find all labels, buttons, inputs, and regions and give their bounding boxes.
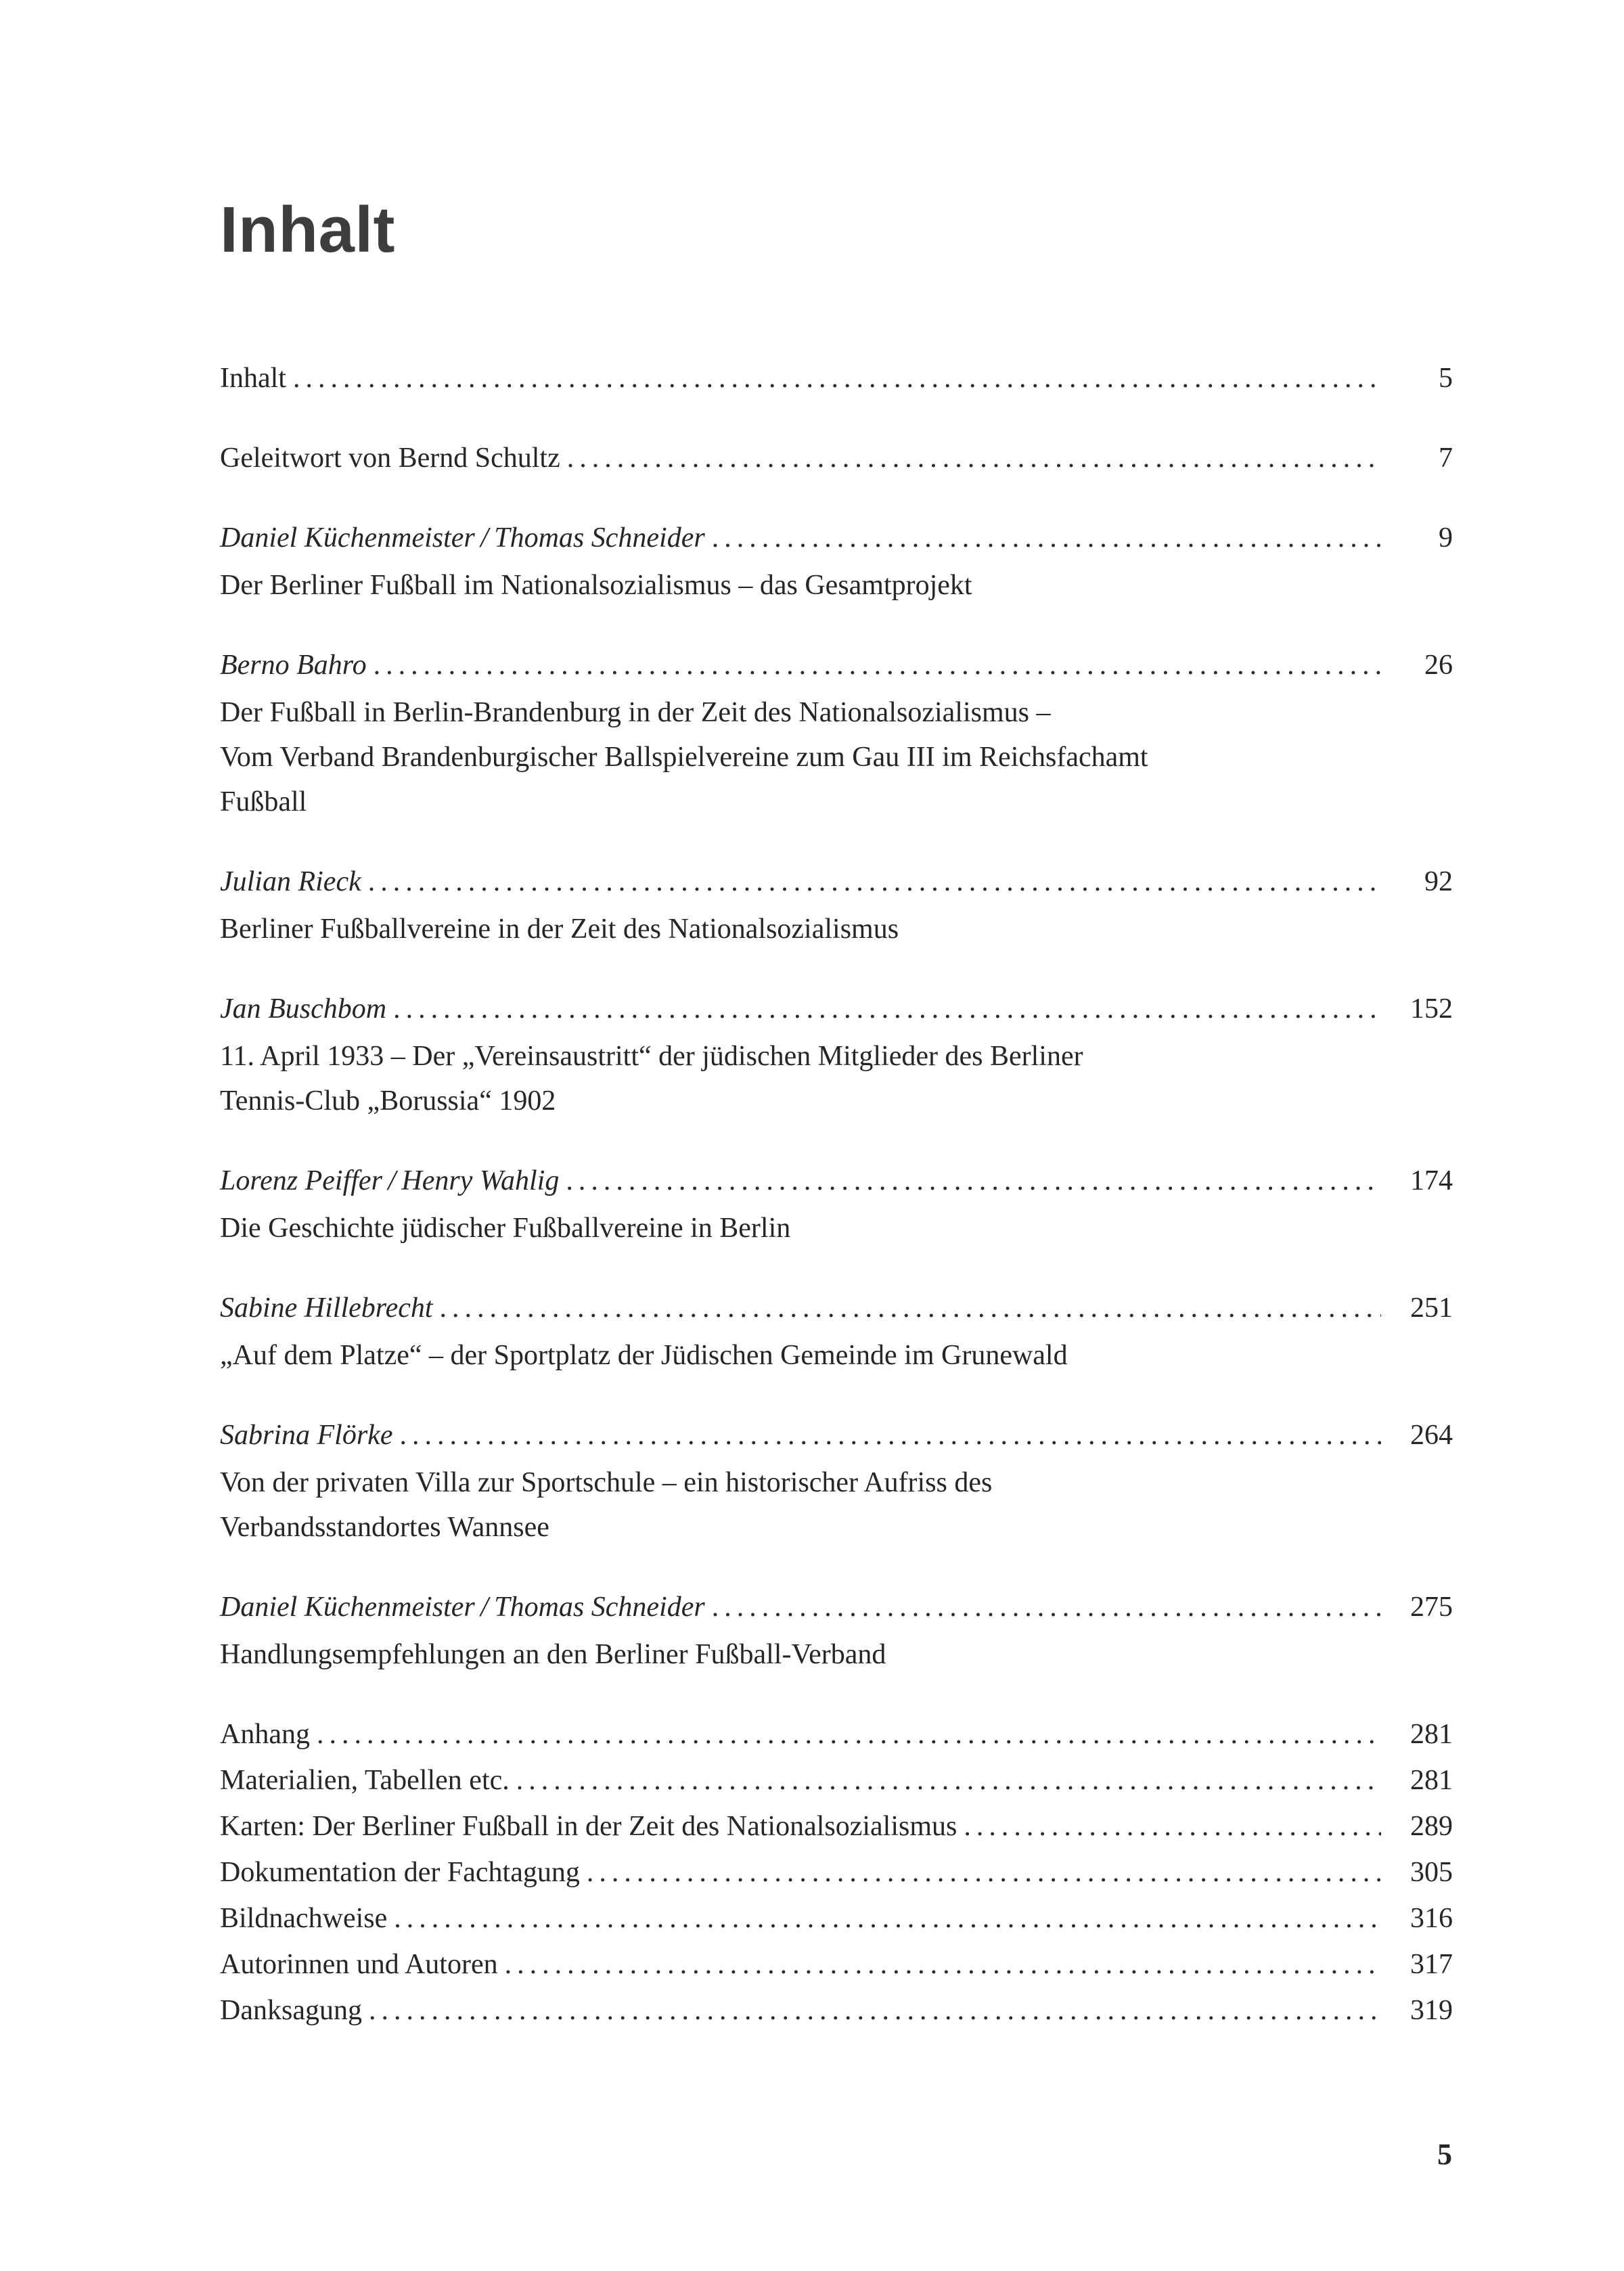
dot-leader <box>567 436 1381 480</box>
toc-entry-page-number: 305 <box>1410 1857 1453 1888</box>
toc-entry-title-line: Der Fußball in Berlin-Brandenburg in der Zeit des Nationalsozialismus – <box>220 697 1051 728</box>
toc-entry-title-line: „Auf dem Platze“ – der Sportplatz der Jüdischen Gemeinde im Grunewald <box>220 1340 1068 1371</box>
toc-entry-label: Geleitwort von Bernd Schultz <box>220 443 560 474</box>
toc-entry-row <box>220 1850 1453 1895</box>
dot-leader <box>566 1159 1381 1203</box>
dot-leader <box>505 1942 1381 1987</box>
toc-entry-title-line: Der Berliner Fußball im Nationalsozialismus – das Gesamtprojekt <box>220 570 972 601</box>
toc-entry-page-number: 92 <box>1424 866 1453 897</box>
toc-entry <box>220 1758 1453 1803</box>
toc-entry-label: Autorinnen und Autoren <box>220 1949 498 1980</box>
toc-entry-row <box>220 1988 1453 2033</box>
toc-entry-page-number: 289 <box>1410 1811 1453 1842</box>
toc-entry-page-number: 251 <box>1410 1292 1453 1324</box>
toc-entry-title <box>220 1034 1453 1123</box>
toc-entry-row <box>220 1413 1453 1458</box>
toc-entry-page-number: 281 <box>1410 1719 1453 1750</box>
dot-leader <box>964 1804 1381 1849</box>
toc-entry <box>220 356 1453 401</box>
toc-list <box>220 356 1453 2033</box>
toc-entry-page-number: 7 <box>1439 443 1453 474</box>
page-content <box>220 194 1453 2034</box>
toc-entry-page-number: 264 <box>1410 1420 1453 1451</box>
toc-entry-title-line: Vom Verband Brandenburgischer Ballspielvereine zum Gau III im Reichsfachamt <box>220 742 1148 773</box>
toc-entry-title-line: Fußball <box>220 786 307 817</box>
toc-entry-title <box>220 690 1453 824</box>
dot-leader <box>712 516 1381 560</box>
toc-entry-label: Anhang <box>220 1719 310 1750</box>
toc-entry <box>220 1804 1453 1849</box>
toc-entry-row <box>220 516 1453 560</box>
toc-entry <box>220 1850 1453 1895</box>
toc-entry-label: Karten: Der Berliner Fußball in der Zeit des Nationalsozialismus <box>220 1811 957 1842</box>
toc-entry-title <box>220 1333 1453 1378</box>
page-title: Inhalt <box>220 194 395 266</box>
toc-entry <box>220 1942 1453 1987</box>
toc-entry-label: Lorenz Peiffer / Henry Wahlig <box>220 1165 560 1196</box>
dot-leader <box>293 356 1381 401</box>
toc-entry <box>220 436 1453 480</box>
toc-entry-page-number: 9 <box>1439 522 1453 554</box>
toc-entry <box>220 643 1453 824</box>
toc-entry-row <box>220 987 1453 1031</box>
toc-entry-label: Daniel Küchenmeister / Thomas Schneider <box>220 522 705 554</box>
toc-entry-page-number: 26 <box>1424 650 1453 681</box>
toc-entry-title <box>220 563 1453 608</box>
dot-leader <box>317 1712 1381 1757</box>
dot-leader <box>440 1286 1381 1330</box>
toc-entry-title-line: Verbandsstandortes Wannsee <box>220 1512 549 1543</box>
dot-leader <box>369 1988 1381 2033</box>
dot-leader <box>374 643 1381 688</box>
toc-entry-title-line: Handlungsempfehlungen an den Berliner Fußball-Verband <box>220 1639 886 1670</box>
toc-entry <box>220 1712 1453 1757</box>
toc-entry <box>220 1988 1453 2033</box>
toc-entry-title-line: Von der privaten Villa zur Sportschule – ein historischer Aufriss des <box>220 1467 993 1498</box>
toc-entry-label: Bildnachweise <box>220 1903 388 1934</box>
toc-entry-page-number: 317 <box>1410 1949 1453 1980</box>
toc-entry-label: Materialien, Tabellen etc. <box>220 1765 510 1796</box>
toc-entry-page-number: 275 <box>1410 1592 1453 1623</box>
toc-entry-title <box>220 907 1453 951</box>
toc-entry-label: Berno Bahro <box>220 650 367 681</box>
dot-leader <box>399 1413 1381 1458</box>
toc-entry-row <box>220 1712 1453 1757</box>
toc-entry-title-line: 11. April 1933 – Der „Vereinsaustritt“ der jüdischen Mitglieder des Berliner <box>220 1041 1083 1072</box>
toc-entry-label: Julian Rieck <box>220 866 361 897</box>
toc-entry-title <box>220 1206 1453 1251</box>
toc-entry-title-line: Tennis-Club „Borussia“ 1902 <box>220 1085 556 1117</box>
toc-entry-page-number: 152 <box>1410 993 1453 1025</box>
toc-entry-row <box>220 356 1453 401</box>
toc-entry-page-number: 316 <box>1410 1903 1453 1934</box>
toc-entry-page-number: 319 <box>1410 1995 1453 2026</box>
toc-entry-row <box>220 1585 1453 1629</box>
toc-entry-label: Danksagung <box>220 1995 362 2026</box>
toc-entry-row <box>220 1159 1453 1203</box>
footer-page-number: 5 <box>1437 2138 1452 2171</box>
toc-entry-label: Sabine Hillebrecht <box>220 1292 433 1324</box>
dot-leader <box>516 1758 1381 1803</box>
toc-entry-page-number: 281 <box>1410 1765 1453 1796</box>
toc-entry <box>220 1286 1453 1378</box>
toc-entry-label: Jan Buschbom <box>220 993 387 1025</box>
toc-entry <box>220 516 1453 608</box>
toc-entry-row <box>220 436 1453 480</box>
toc-entry-label: Inhalt <box>220 363 286 394</box>
toc-entry-row <box>220 1758 1453 1803</box>
toc-entry-title-line: Berliner Fußballvereine in der Zeit des Nationalsozialismus <box>220 914 899 945</box>
dot-leader <box>587 1850 1381 1895</box>
toc-entry <box>220 1159 1453 1251</box>
toc-entry-title-line: Die Geschichte jüdischer Fußballvereine in Berlin <box>220 1213 791 1244</box>
dot-leader <box>368 859 1381 904</box>
toc-entry-row <box>220 1896 1453 1941</box>
toc-entry-row <box>220 1804 1453 1849</box>
dot-leader <box>393 987 1381 1031</box>
toc-entry-row <box>220 1286 1453 1330</box>
toc-entry-title <box>220 1632 1453 1677</box>
toc-entry <box>220 1585 1453 1677</box>
toc-entry-page-number: 5 <box>1439 363 1453 394</box>
toc-entry-title <box>220 1460 1453 1550</box>
toc-entry-label: Daniel Küchenmeister / Thomas Schneider <box>220 1592 705 1623</box>
toc-entry <box>220 1896 1453 1941</box>
toc-entry-row <box>220 643 1453 688</box>
toc-entry-row <box>220 1942 1453 1987</box>
dot-leader <box>712 1585 1381 1629</box>
toc-entry-page-number: 174 <box>1410 1165 1453 1196</box>
toc-entry <box>220 1413 1453 1550</box>
toc-entry-label: Sabrina Flörke <box>220 1420 393 1451</box>
toc-entry <box>220 987 1453 1123</box>
toc-entry <box>220 859 1453 951</box>
dot-leader <box>394 1896 1381 1941</box>
toc-entry-row <box>220 859 1453 904</box>
toc-entry-label: Dokumentation der Fachtagung <box>220 1857 580 1888</box>
